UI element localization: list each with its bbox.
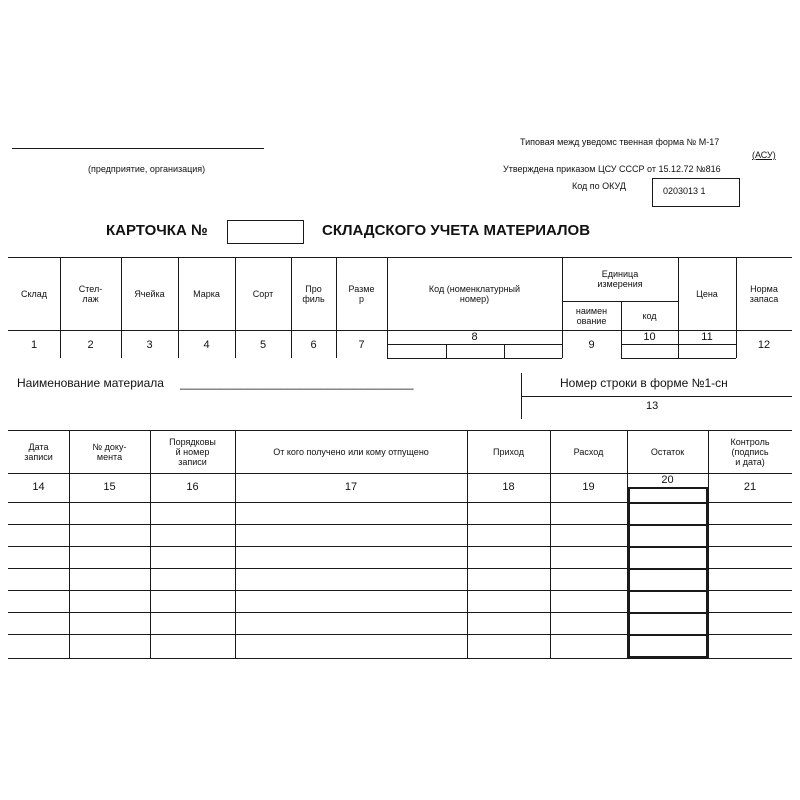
header-profil: Про филь — [302, 283, 325, 304]
header-yacheyka: Ячейка — [134, 288, 165, 299]
table-row[interactable] — [8, 635, 792, 658]
row-number-hline — [521, 396, 792, 397]
header-date: Дата записи — [24, 441, 53, 462]
header-norma: Норма запаса — [749, 283, 779, 304]
col-number: 9 — [588, 339, 595, 351]
col-number: 3 — [146, 339, 153, 351]
header-rest: Остаток — [650, 446, 685, 457]
header-marka: Марка — [193, 288, 220, 299]
header-doc: № доку- мента — [92, 441, 127, 462]
col-number: 6 — [310, 339, 317, 351]
col-number: 20 — [661, 474, 674, 486]
header-expense: Расход — [573, 446, 604, 457]
header-order: Порядковы й номер записи — [169, 436, 216, 467]
col-number: 2 — [87, 339, 94, 351]
header-sklad: Склад — [20, 288, 48, 299]
col-number: 11 — [701, 331, 713, 343]
organization-caption: (предприятие, организация) — [88, 164, 206, 174]
col-number: 8 — [471, 331, 478, 343]
header-control: Контроль (подпись и дата) — [730, 436, 770, 467]
header-naimenovanie: наимен ование — [575, 305, 608, 326]
header-razmer: Разме р — [348, 283, 375, 304]
material-underline[interactable]: ___________________________________ — [180, 376, 414, 390]
col-number: 15 — [103, 481, 116, 493]
approved-text: Утверждена приказом ЦСУ СССР от 15.12.72 №816 — [503, 164, 721, 174]
col-number: 7 — [358, 339, 365, 351]
col-number: 4 — [203, 339, 210, 351]
okud-code: 0203013 1 — [663, 186, 706, 196]
col-number: 21 — [743, 481, 757, 493]
header-tsena: Цена — [696, 288, 718, 299]
card-number-field[interactable] — [227, 220, 304, 244]
col-number: 19 — [582, 481, 595, 493]
table-row[interactable] — [8, 547, 792, 568]
row-number: 13 — [646, 400, 659, 412]
table-row[interactable] — [8, 525, 792, 546]
organization-line — [12, 148, 264, 149]
form-asu: (АСУ) — [752, 150, 776, 160]
table-row[interactable] — [8, 503, 792, 524]
header-edinitsa: Единица измерения — [597, 269, 643, 289]
material-label: Наименование материала — [17, 376, 164, 390]
header-income: Приход — [493, 446, 524, 457]
col-number: 5 — [259, 339, 267, 351]
header-kod-ed: код — [642, 310, 657, 321]
col-number: 16 — [186, 481, 199, 493]
col-number: 10 — [643, 331, 656, 343]
header-kod: Код (номенклатурный номер) — [428, 283, 521, 304]
table-row[interactable] — [8, 569, 792, 590]
col-number: 14 — [32, 481, 45, 493]
header-stellazh: Стел- лаж — [78, 283, 103, 304]
table-row[interactable] — [8, 591, 792, 612]
header-sort: Сорт — [252, 288, 274, 299]
row-number-label: Номер строки в форме №1-сн — [560, 376, 728, 390]
col-number: 18 — [502, 481, 515, 493]
col-number: 17 — [344, 481, 358, 493]
card-subtitle: СКЛАДСКОГО УЧЕТА МАТЕРИАЛОВ — [322, 222, 591, 239]
col-number: 1 — [30, 339, 38, 351]
form-name: Типовая межд уведомс твенная форма № М-17 — [520, 137, 720, 147]
okud-label: Код по ОКУД — [572, 181, 626, 191]
card-title: КАРТОЧКА № — [106, 222, 208, 239]
col-number: 12 — [757, 339, 771, 351]
table-row[interactable] — [8, 613, 792, 634]
header-from-to: От кого получено или кому отпущено — [273, 446, 429, 457]
